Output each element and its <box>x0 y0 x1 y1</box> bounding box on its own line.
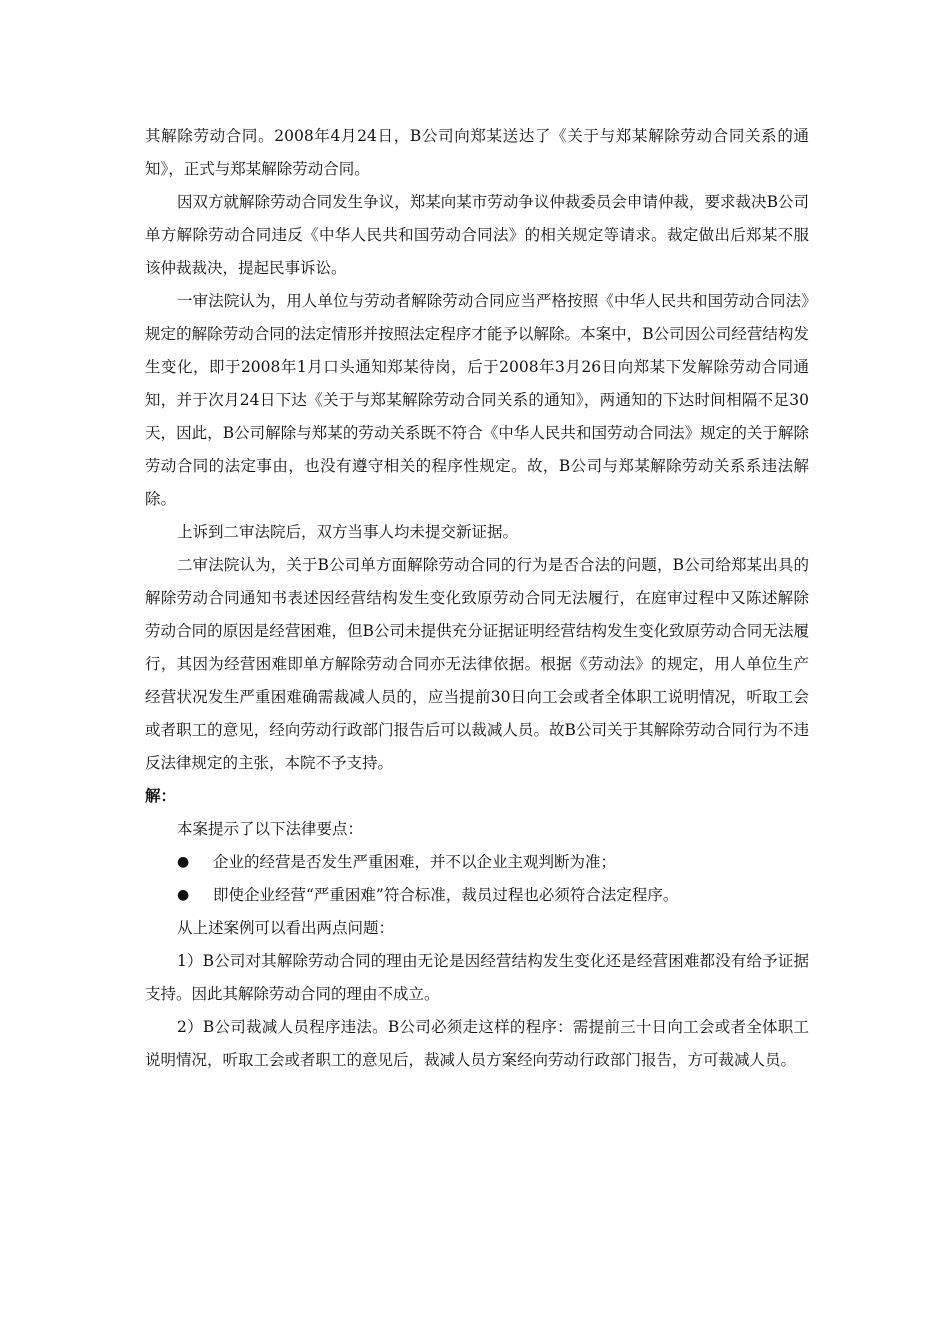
document-body <box>145 120 809 1077</box>
bullet-item <box>145 846 809 879</box>
bullet-icon: ● <box>177 854 190 870</box>
bullet-text: 即使企业经营“严重困难”符合标准，裁员过程也必须符合法定程序。 <box>213 886 679 904</box>
paragraph-second-instance: 二审法院认为，关于B公司单方面解除劳动合同的行为是否合法的问题，B公司给郑某出具的解除劳动合同通知书表述因经营结构发生变化致原劳动合同无法履行，在庭审过程中又陈述解除劳动合同的原因是经营困难，但B公司未提供充分证据证明经营结构发生变化致原劳动合同无法履行，其因为经营困难即单方解除劳动合同亦无法律依据。根据《劳动法》的规定，用人单位生产经营状况发生严重困难确需裁减人员的，应当提前30日向工会或者全体职工说明情况，听取工会或者职工的意见，经向劳动行政部门报告后可以裁减人员。故B公司关于其解除劳动合同行为不违反法律规定的主张，本院不予支持。 <box>145 556 809 772</box>
paragraph-appeal: 上诉到二审法院后，双方当事人均未提交新证据。 <box>177 523 519 541</box>
paragraph-contract-termination: 其解除劳动合同。2008年4月24日，B公司向郑某送达了《关于与郑某解除劳动合同关系的通知》，正式与郑某解除劳动合同。 <box>145 127 809 178</box>
bullet-icon: ● <box>177 887 190 903</box>
bullet-text: 企业的经营是否发生严重困难，并不以企业主观判断为准； <box>213 853 617 871</box>
solution-point-2: 2）B公司裁减人员程序违法。B公司必须走这样的程序：需提前三十日向工会或者全体职工说明情况，听取工会或者职工的意见后，裁减人员方案经向劳动行政部门报告，方可裁减人员。 <box>145 1018 809 1069</box>
bullet-item <box>145 879 809 912</box>
paragraph-arbitration: 因双方就解除劳动合同发生争议，郑某向某市劳动争议仲裁委员会申请仲裁，要求裁决B公司单方解除劳动合同违反《中华人民共和国劳动合同法》的相关规定等请求。裁定做出后郑某不服该仲裁裁决，提起民事诉讼。 <box>145 193 809 277</box>
paragraph-first-instance: 一审法院认为，用人单位与劳动者解除劳动合同应当严格按照《中华人民共和国劳动合同法》规定的解除劳动合同的法定情形并按照法定程序才能予以解除。本案中，B公司因公司经营结构发生变化，即于2008年1月口头通知郑某待岗，后于2008年3月26日向郑某下发解除劳动合同通知，并于次月24日下达《关于与郑某解除劳动合同关系的通知》，两通知的下达时间相隔不足30天，因此，B公司解除与郑某的劳动关系既不符合《中华人民共和国劳动合同法》规定的关于解除劳动合同的法定事由，也没有遵守相关的程序性规定。故，B公司与郑某解除劳动关系系违法解除。 <box>145 292 809 508</box>
solution-heading: 解： <box>145 787 177 805</box>
solution-summary: 从上述案例可以看出两点问题： <box>177 919 395 937</box>
solution-intro: 本案提示了以下法律要点： <box>177 820 364 838</box>
solution-point-1: 1）B公司对其解除劳动合同的理由无论是因经营结构发生变化还是经营困难都没有给予证据支持。因此其解除劳动合同的理由不成立。 <box>145 952 809 1003</box>
